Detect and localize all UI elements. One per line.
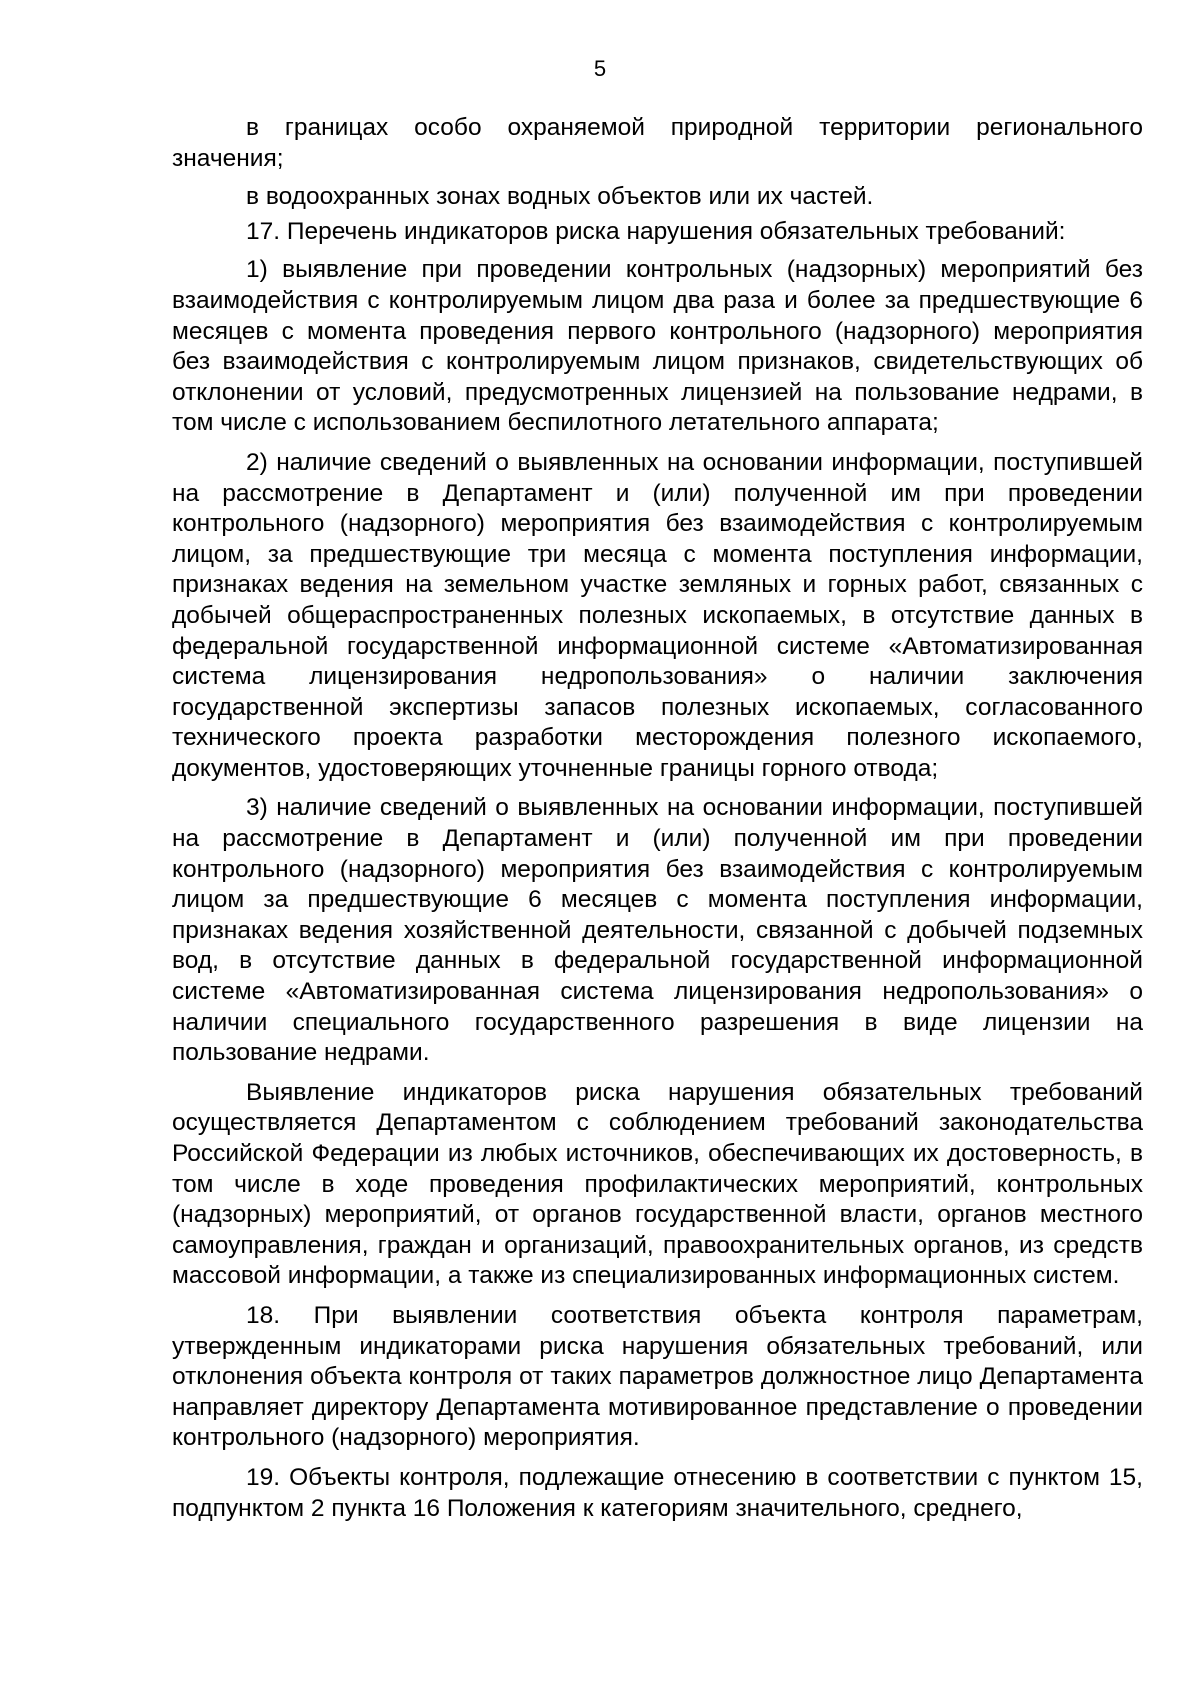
paragraph-18: 18. При выявлении соответствия объекта контроля параметрам, утвержденным индикаторами риска нарушения обязательных требований, или отклонения объекта контроля от таких параметров должностное лицо Департамента направляет директору Департамента мотивированное представление о проведении контрольного (надзорного) мероприятия. xyxy=(172,1301,1143,1452)
paragraph-water-protection-zones: в водоохранных зонах водных объектов или их частей. xyxy=(246,183,874,211)
paragraph-17-item-2: 2) наличие сведений о выявленных на основании информации, поступившей на рассмотрение в Департамент и (или) полученной им при проведении контрольного (надзорного) мероприятия без взаимодействия с контролируемым лицом, за предшествующие три месяца с момента поступления информации, признаках ведения на земельном участке земляных и горных работ, связанных с добычей общераспространенных полезных ископаемых, в отсутствие данных в федеральной государственной информационной системе «Автоматизированная система лицензирования недропользования» о наличии заключения государственной экспертизы запасов полезных ископаемых, согласованного технического проекта разработки месторождения полезного ископаемого, документов, удостоверяющих уточненные границы горного отвода; xyxy=(172,448,1143,782)
paragraph-indicator-detection: Выявление индикаторов риска нарушения обязательных требований осуществляется Департаментом с соблюдением требований законодательства Российской Федерации из любых источников, обеспечивающих их достоверность, в том числе в ходе проведения профилактических мероприятий, контрольных (надзорных) мероприятий, от органов государственной власти, органов местного самоуправления, граждан и организаций, правоохранительных органов, из средств массовой информации, а также из специализированных информационных систем. xyxy=(172,1078,1143,1290)
paragraph-17-item-3: 3) наличие сведений о выявленных на основании информации, поступившей на рассмотрение в Департамент и (или) полученной им при проведении контрольного (надзорного) мероприятия без взаимодействия с контролируемым лицом за предшествующие 6 месяцев с момента поступления информации, признаках ведения хозяйственной деятельности, связанной с добычей подземных вод, в отсутствие данных в федеральной государственной информационной системе «Автоматизированная система лицензирования недропользования» о наличии специального государственного разрешения в виде лицензии на пользование недрами. xyxy=(172,794,1143,1067)
paragraph-17-heading: 17. Перечень индикаторов риска нарушения обязательных требований: xyxy=(246,217,1066,245)
paragraph-protected-territory: в границах особо охраняемой природной территории регионального значения; xyxy=(172,114,1143,172)
page-number: 5 xyxy=(593,56,607,81)
paragraph-19: 19. Объекты контроля, подлежащие отнесению в соответствии с пунктом 15, подпунктом 2 пункта 16 Положения к категориям значительного, среднего, xyxy=(172,1463,1143,1522)
document-body xyxy=(172,113,1143,1524)
paragraph-17-item-1: 1) выявление при проведении контрольных (надзорных) мероприятий без взаимодействия с контролируемым лицом два раза и более за предшествующие 6 месяцев с момента проведения первого контрольного (надзорного) мероприятия без взаимодействия с контролируемым лицом признаков, свидетельствующих об отклонении от условий, предусмотренных лицензией на пользование недрами, в том числе с использованием беспилотного летательного аппарата; xyxy=(172,256,1143,437)
